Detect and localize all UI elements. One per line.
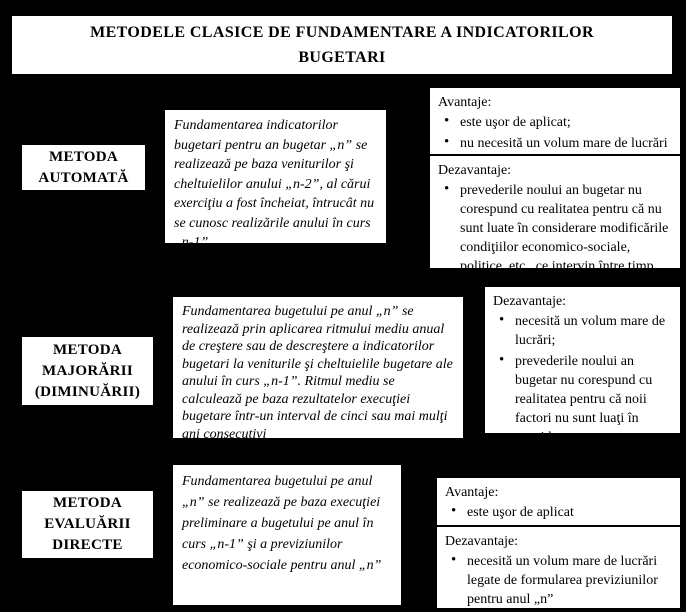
- page-title: METODELE CLASICE DE FUNDAMENTARE A INDICATORILOR BUGETARI: [90, 24, 594, 66]
- pros-cons-panel-evaluarii-directe: [435, 476, 682, 610]
- disadvantages-list: [493, 312, 672, 447]
- disadvantages-box-evaluarii-directe: [437, 525, 680, 612]
- description-text: Fundamentarea bugetului pe anul „n” se realizează pe baza execuţiei preliminare a bugetului pe anul în curs „n-1” şi a previziunilor economico-sociale pentru anul „n”: [182, 474, 382, 573]
- method-box-evaluarii-directe: [20, 489, 155, 560]
- pros-cons-panel-majorarii: [483, 285, 682, 445]
- disadvantages-header: Dezavantaje:: [493, 294, 567, 309]
- advantages-list: [445, 503, 672, 522]
- pros-cons-panel-automata: [428, 86, 682, 274]
- disadvantages-box-majorarii: [485, 287, 680, 453]
- advantage-item: • este uşor de aplicat: [445, 503, 672, 522]
- method-box-majorarii: [20, 335, 155, 407]
- disadvantage-item: • prevederile noului an bugetar nu corespund cu realitatea pentru că noii factori nu sunt luaţi în considerare: [493, 352, 672, 447]
- disadvantages-header: Dezavantaje:: [438, 163, 512, 178]
- method-label: METODA EVALUĂRII DIRECTE: [44, 495, 131, 553]
- advantages-box-automata: [430, 88, 680, 154]
- description-box-majorarii: [171, 295, 465, 440]
- disadvantage-item: • necesită un volum mare de lucrări;: [493, 312, 672, 350]
- description-box-automata: [163, 108, 388, 250]
- disadvantages-header: Dezavantaje:: [445, 534, 519, 549]
- advantage-item: • este uşor de aplicat;: [438, 113, 672, 132]
- disadvantages-list: [445, 552, 672, 609]
- advantages-header: Avantaje:: [438, 95, 492, 110]
- disadvantage-item: • necesită un volum mare de lucrări legate de formularea previziunilor pentru anul „n”: [445, 552, 672, 609]
- disadvantages-list: [438, 181, 672, 276]
- description-box-evaluarii-directe: [171, 463, 403, 607]
- advantages-box-evaluarii-directe: [437, 478, 680, 525]
- title-box: [10, 14, 674, 76]
- description-text: Fundamentarea bugetului pe anul „n” se realizează prin aplicarea ritmului mediu anual de creştere sau de descreştere a indicatorilor bugetari la veniturile şi cheltuielile bugetare ale anului în curs „n-1”. Ritmul mediu se calculează pe baza rezultatelor execuţiei bugetare într-un interval de cinci sau mai mulţi ani consecutivi: [182, 304, 453, 442]
- disadvantage-item: • prevederile noului an bugetar nu corespund cu realitatea pentru că nu sunt luate în considerare modificările condiţiilor economico-sociale, politice, etc., ce intervin între timp: [438, 181, 672, 276]
- description-text: Fundamentarea indicatorilor bugetari pentru an bugetar „n” se realizează pe baza veniturilor şi cheltuielilor anului „n-2”, al cărui exerciţiu a fost încheiat, întrucât nu se cunosc realizările anului în curs „n-1”: [174, 118, 375, 250]
- method-label: METODA MAJORĂRII (DIMINUĂRII): [34, 341, 141, 400]
- advantage-item: • nu necesită un volum mare de lucrări: [438, 134, 672, 153]
- method-box-automata: [20, 143, 147, 192]
- advantages-header: Avantaje:: [445, 485, 499, 500]
- method-label: METODA AUTOMATĂ: [38, 148, 129, 186]
- disadvantages-box-automata: [430, 154, 680, 282]
- advantages-list: [438, 113, 672, 153]
